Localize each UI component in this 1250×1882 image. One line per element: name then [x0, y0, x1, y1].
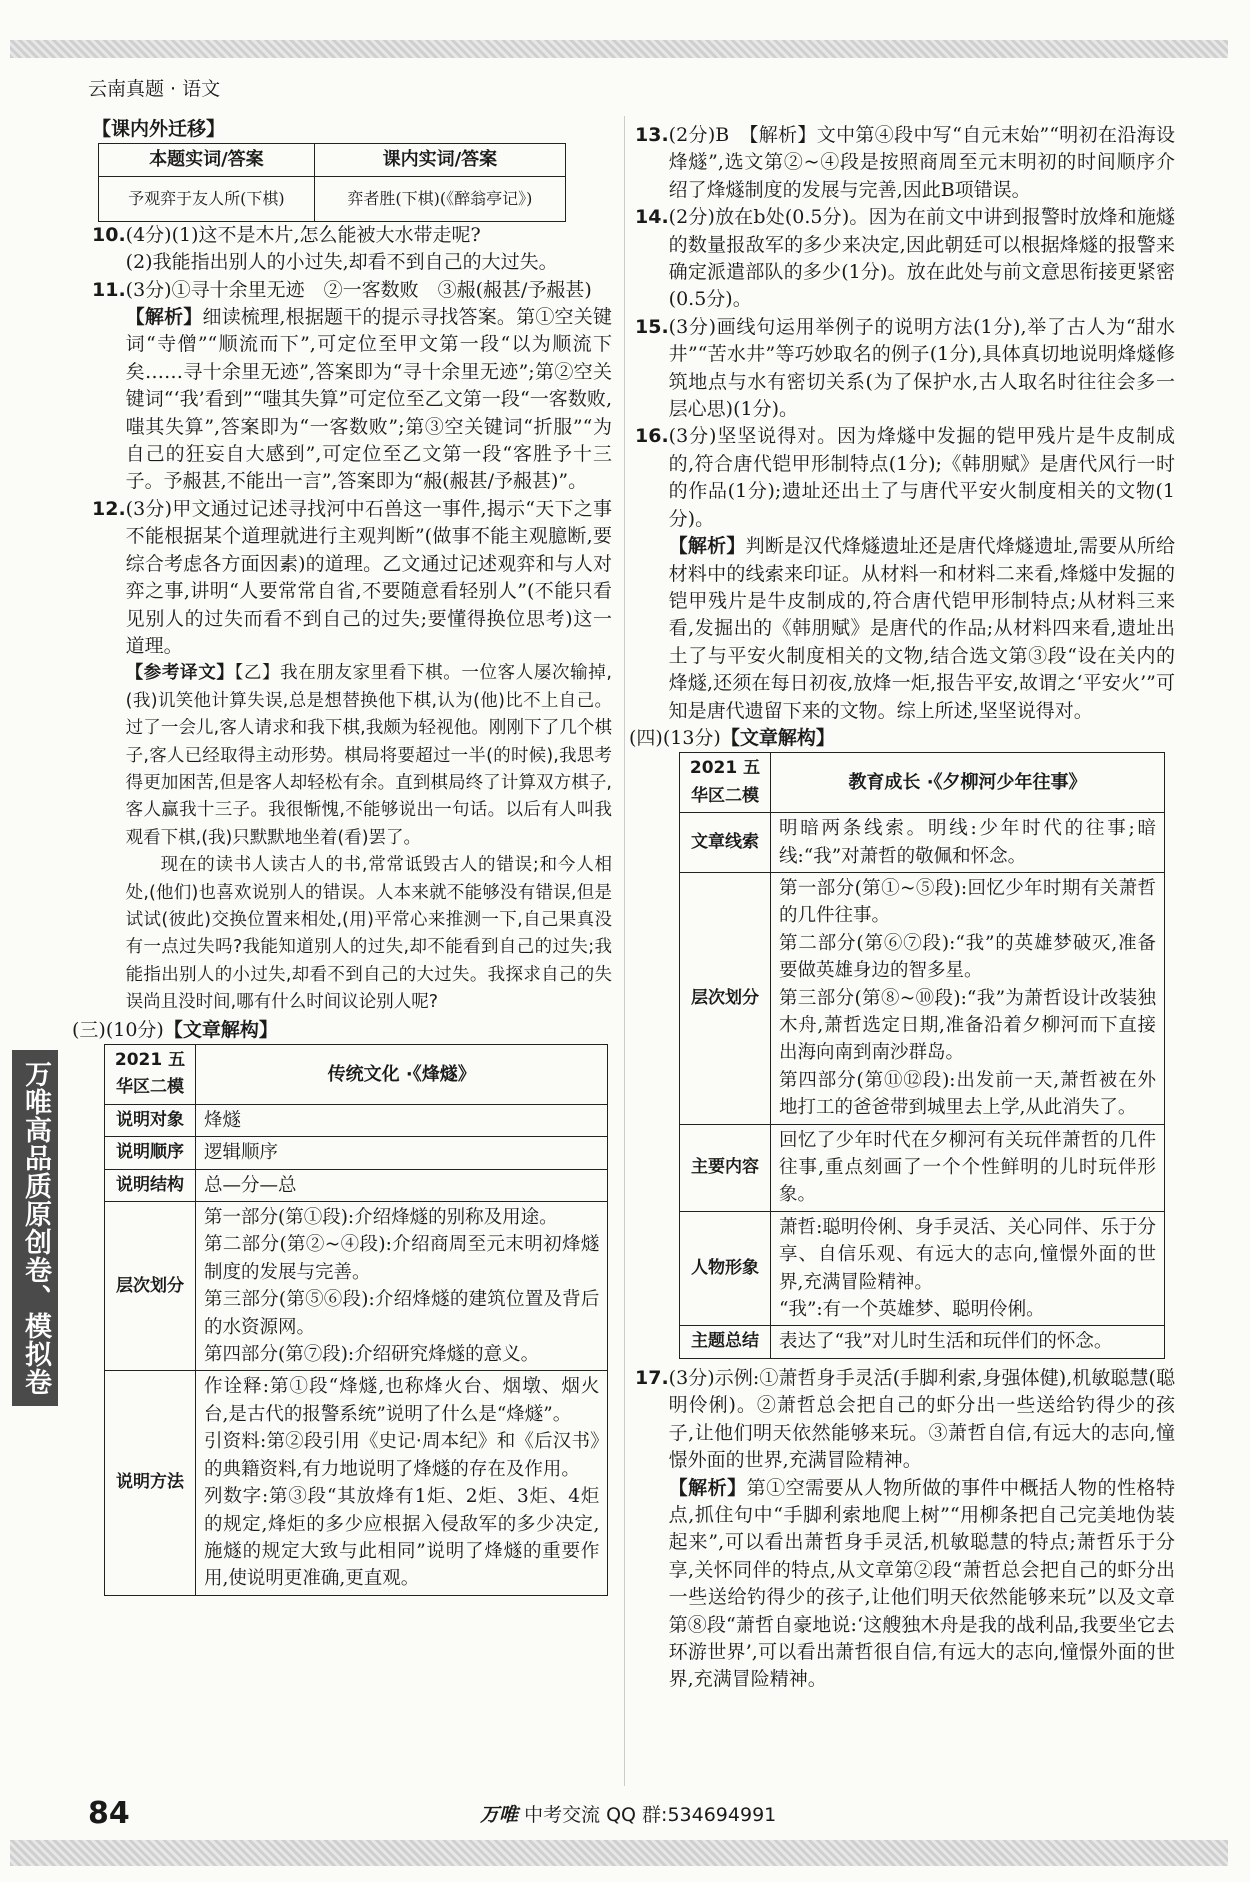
- left-column: [72, 116, 612, 1596]
- row-content: 回忆了少年时代在夕柳河有关玩伴萧哲的几件往事,重点刻画了一个个性鲜明的儿时玩伴形象。: [771, 1124, 1165, 1211]
- row-content: 萧哲:聪明伶俐、身手灵活、关心同伴、乐于分享、自信乐观、有远大的志向,憧憬外面的世界,充满冒险精神。 “我”:有一个英雄梦、聪明伶俐。: [771, 1211, 1165, 1326]
- row-label: 主要内容: [680, 1124, 771, 1211]
- analysis-text: 判断是汉代烽燧遗址还是唐代烽燧遗址,需要从所给材料中的线索来印证。从材料一和材料二来看,烽燧中发掘的铠甲残片是牛皮制成的,符合唐代铠甲形制特点;从材料三来看,发掘出的《韩朋赋》是唐代的作品;从材料四来看,遗址出土了与平安火制度相关的文物,结合选文第③段“设在关内的烽燧,还须在每日初夜,放烽一炬,报告平安,故谓之‘平安火’”可知是唐代遗留下来的文物。综上所述,坚坚说得对。: [668, 535, 1175, 722]
- table-title: 传统文化 ·《烽燧》: [196, 1045, 608, 1105]
- table-source: 2021 五华区二模: [105, 1045, 196, 1105]
- question-15: [635, 314, 1175, 424]
- migration-tag: 【课内外迁移】: [92, 118, 226, 140]
- row-content: 总—分—总: [196, 1169, 608, 1201]
- answer-text: (3分)甲文通过记述寻找河中石兽这一事件,揭示“天下之事不能根据某个道理就进行主观判断”(做事不能主观臆断,要综合考虑各方面因素)的道理。乙文通过记述观弈和与人对弈之事,讲明“人要常常自省,不要随意看轻别人”(不能只看见别人的过失而看不到自己的过失;要懂得换位思考)这一道理。: [125, 497, 612, 657]
- question-11: [92, 277, 612, 496]
- question-number: 14.: [635, 206, 669, 229]
- row-content: 烽燧: [196, 1104, 608, 1136]
- bottom-band: [10, 1840, 1228, 1866]
- answer-text: (3分)示例:①萧哲身手灵活(手脚利索,身强体健),机敏聪慧(聪明伶俐)。②萧哲总会把自己的虾分出一些送给钓得少的孩子,让他们明天依然能够来玩。③萧哲自信,有远大的志向,憧憬外面的世界,充满冒险精神。: [668, 1366, 1175, 1472]
- answer-text: (3分)坚坚说得对。因为烽燧中发掘的铠甲残片是牛皮制成的,符合唐代铠甲形制特点(1分);《韩朋赋》是唐代风行一时的作品(1分);遗址还出土了与唐代平安火制度相关的文物(1分)。: [668, 425, 1175, 530]
- migration-cell-1: 予观弈于友人所(下棋): [99, 176, 315, 221]
- translation-paragraph: 现在的读书人读古人的书,常常诋毁古人的错误;和今人相处,(他们)也喜欢说别人的错误。人本来就不能够没有错误,但是试试(彼此)交换位置来相处,(用)平常心来推测一下,自己果真没有一点过失吗?我能知道别人的过失,却不能看到自己的过失;我能指出别人的小过失,却看不到自己的大过失。我探求自己的失误尚且没时间,哪有什么时间议论别人呢?: [125, 855, 612, 1013]
- row-label: 说明对象: [105, 1104, 196, 1136]
- structure-table-3: [104, 1044, 608, 1596]
- answer-text: (3分)①寻十余里无迹 ②一客数败 ③赧(赧甚/予赧甚): [125, 278, 592, 301]
- column-divider: [624, 116, 625, 1786]
- question-10: [92, 222, 612, 277]
- page-number: 84: [88, 1796, 130, 1831]
- migration-cell-2: 弈者胜(下棋)(《醉翁亭记》): [314, 176, 565, 221]
- question-16: [635, 423, 1175, 724]
- table-source: 2021 五华区二模: [680, 753, 771, 813]
- question-number: 11.: [92, 278, 126, 301]
- question-14: [635, 204, 1175, 314]
- question-number: 16.: [635, 425, 669, 448]
- row-label: 说明顺序: [105, 1137, 196, 1169]
- row-content: 表达了“我”对儿时生活和玩伴们的怀念。: [771, 1326, 1165, 1358]
- analysis-tag: 【解析】: [125, 306, 203, 329]
- row-label: 层次划分: [105, 1202, 196, 1371]
- row-label: 说明结构: [105, 1169, 196, 1201]
- reference-translation-tag: 【参考译文】: [125, 663, 235, 684]
- analysis-text: 细读梳理,根据题干的提示寻找答案。第①空关键词“寺僧”“顺流而下”,可定位至甲文第一段“以为顺流下矣……寻十余里无迹”,答案即为“寻十余里无迹”;第②空关键词“‘我’看到”“嗤其失算”可定位至乙文第一段“一客数败,嗤其失算”,答案即为“一客数败”;第③空关键词“折服”“为自己的狂妄自大感到”,可定位至乙文第一段“客胜予十三子。予赧甚,不能出一言”,答案即为“赧(赧甚/予赧甚)”。: [125, 306, 612, 493]
- question-number: 13.: [635, 124, 669, 146]
- right-column: [629, 122, 1175, 1694]
- analysis-tag: 【解析】: [668, 1476, 747, 1499]
- question-17: [635, 1365, 1175, 1694]
- table-title: 教育成长 ·《夕柳河少年往事》: [771, 753, 1165, 813]
- structure-tag: 【文章解构】: [720, 726, 835, 749]
- migration-header-2: 课内实词/答案: [314, 144, 565, 176]
- answer-text: (3分)画线句运用举例子的说明方法(1分),举了古人为“甜水井”“苦水井”等巧妙取名的例子(1分),具体真切地说明烽燧修筑地点与水有密切关系(为了保护水,古人取名时往往会多一层心思)(1分)。: [668, 315, 1175, 421]
- migration-table: [98, 143, 566, 221]
- top-band: [10, 40, 1228, 58]
- question-number: 17.: [635, 1366, 669, 1389]
- question-number: 10.: [92, 223, 126, 246]
- analysis-tag: 【解析】: [668, 535, 746, 558]
- running-header: 云南真题 · 语文: [88, 78, 221, 100]
- answer-text: (2分)放在b处(0.5分)。因为在前文中讲到报警时放烽和施燧的数量报敌军的多少来决定,因此朝廷可以根据烽燧的报警来确定派遣部队的多少(1分)。放在此处与前文意思衔接更紧密(0.5分)。: [668, 206, 1175, 311]
- translation-paragraph: 【乙】我在朋友家里看下棋。一位客人屡次输掉,(我)讥笑他计算失误,总是想替换他下棋,认为(他)比不上自己。过了一会儿,客人请求和我下棋,我颇为轻视他。刚刚下了几个棋子,客人已经取得主动形势。棋局将要超过一半(的时候),我思考得更加困苦,但是客人却轻松有余。直到棋局终了计算双方棋子,客人赢我十三子。我很惭愧,不能够说出一句话。以后有人叫我观看下棋,(我)只默默地坐着(看)罢了。: [125, 663, 612, 848]
- row-content: 第一部分(第①段):介绍烽燧的别称及用途。 第二部分(第②~④段):介绍商周至元末明初烽燧制度的发展与完善。 第三部分(第⑤⑥段):介绍烽燧的建筑位置及背后的水资源网。 第四部分(第⑦段):介绍研究烽燧的意义。: [196, 1202, 608, 1371]
- answer-text: (2分)B 【解析】文中第④段中写“自元末始”“明初在沿海设烽燧”,选文第②~④段是按照商周至元末明初的时间顺序介绍了烽燧制度的发展与完善,因此B项错误。: [668, 124, 1175, 201]
- row-content: 明暗两条线索。明线:少年时代的往事;暗线:“我”对萧哲的敬佩和怀念。: [771, 813, 1165, 873]
- row-label: 文章线索: [680, 813, 771, 873]
- migration-header-1: 本题实词/答案: [99, 144, 315, 176]
- section-3-heading: (三)(10分): [72, 1018, 164, 1041]
- question-number: 15.: [635, 315, 669, 338]
- answer-line: (2)我能指出别人的小过失,却看不到自己的大过失。: [125, 251, 558, 274]
- footer-text: 中考交流 QQ 群:534694991: [524, 1804, 777, 1826]
- row-content: 作诠释:第①段“烽燧,也称烽火台、烟墩、烟火台,是古代的报警系统”说明了什么是“烽燧”。 引资料:第②段引用《史记·周本纪》和《后汉书》的典籍资料,有力地说明了烽燧的存在及作用。 列数字:第③段“其放烽有1炬、2炬、3炬、4炬的规定,烽炬的多少应根据入侵敌军的多少决定,施燧的规定大致与此相同”说明了烽燧的重要作用,使说明更准确,更直观。: [196, 1371, 608, 1595]
- question-12: [92, 496, 612, 1017]
- structure-table-4: [679, 752, 1165, 1359]
- section-4-heading: (四)(13分): [629, 726, 721, 749]
- row-label: 主题总结: [680, 1326, 771, 1358]
- question-13: [635, 122, 1175, 204]
- row-content: 第一部分(第①~⑤段):回忆少年时期有关萧哲的几件往事。 第二部分(第⑥⑦段):“我”的英雄梦破灭,准备要做英雄身边的智多星。 第三部分(第⑧~⑩段):“我”为萧哲设计改装独木舟,萧哲选定日期,准备沿着夕柳河而下直接出海向南到南沙群岛。 第四部分(第⑪⑫段):出发前一天,萧哲被在外地打工的爸爸带到城里去上学,从此消失了。: [771, 872, 1165, 1124]
- row-label: 层次划分: [680, 872, 771, 1124]
- row-label: 说明方法: [105, 1371, 196, 1595]
- row-content: 逻辑顺序: [196, 1137, 608, 1169]
- brand-logo: 万唯: [480, 1804, 519, 1826]
- footer: [480, 1800, 776, 1827]
- analysis-text: 第①空需要从人物所做的事件中概括人物的性格特点,抓住句中“手脚利索地爬上树”“用柳条把自己完美地伪装起来”,可以看出萧哲身手灵活,机敏聪慧的特点;萧哲乐于分享,关怀同伴的特点,从文章第②段“萧哲总会把自己的虾分出一些送给钓得少的孩子,让他们明天依然能够来玩”以及文章第⑧段“萧哲自豪地说:‘这艘独木舟是我的战利品,我要坐它去环游世界’,可以看出萧哲很自信,有远大的志向,憧憬外面的世界,充满冒险精神。: [668, 1476, 1175, 1691]
- side-banner: 万唯高品质原创卷、模拟卷: [12, 1050, 58, 1406]
- question-number: 12.: [92, 497, 126, 520]
- answer-line: (4分)(1)这不是木片,怎么能被大水带走呢?: [125, 223, 481, 246]
- structure-tag: 【文章解构】: [163, 1018, 278, 1041]
- row-label: 人物形象: [680, 1211, 771, 1326]
